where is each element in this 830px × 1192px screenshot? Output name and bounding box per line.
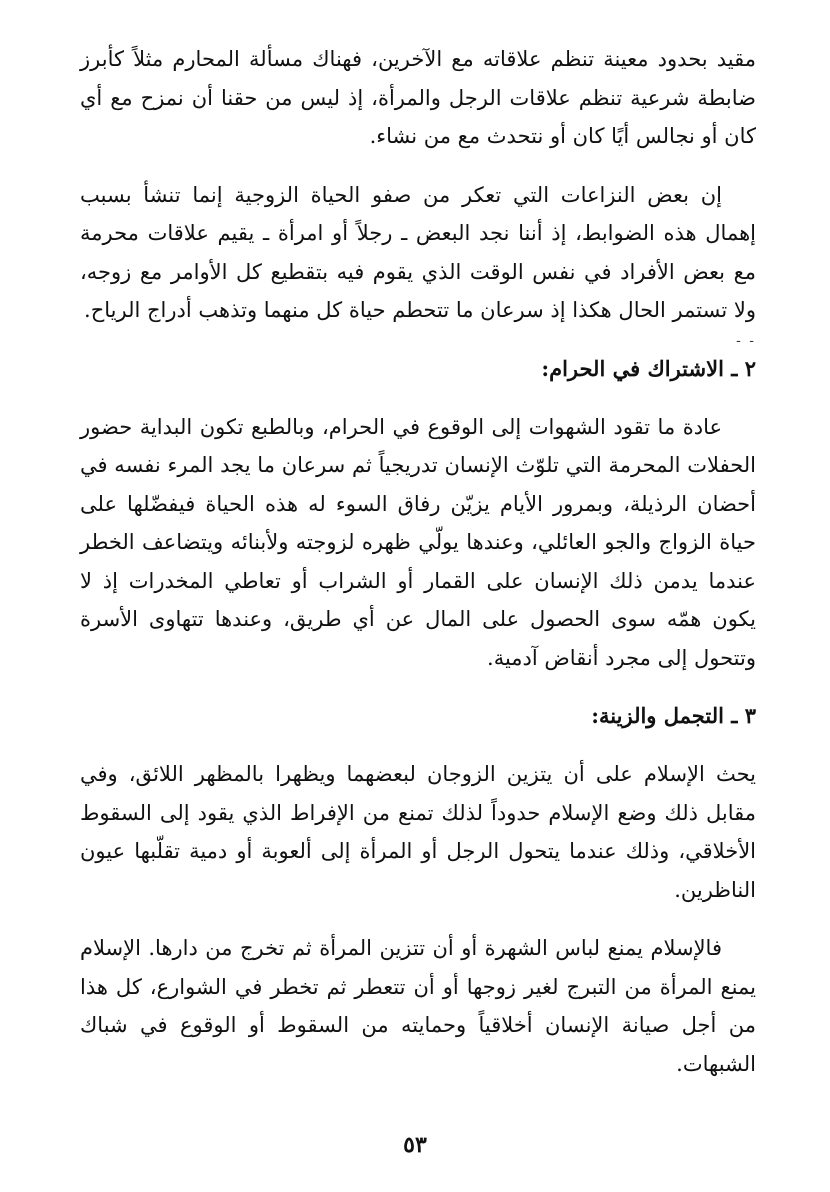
section-heading-sharing-haram: ٢ ـ الاشتراك في الحرام:	[541, 355, 756, 381]
paragraph-desires: عادة ما تقود الشهوات إلى الوقوع في الحرام، وبالطبع تكون البداية حضور الحفلات المحرمة التي تلوّث الإنسان تدريجياً ثم سرعان ما يجد المرء نفسه في أحضان الرذيلة، وبمرور الأيام يزيّن رفاق السوء له هذه الحياة فيفضّلها على حياة الزواج والجو العائلي، وعندها يولّي ظهره لزوجته ولأبنائه ويتضاعف الخطر عندما يدمن ذلك الإنسان على القمار أو الشراب أو تعاطي المخدرات إذ لا يكون همّه سوى الحصول على المال عن أي طريق، وعندها تتهاوى الأسرة وتتحول إلى مجرد أنقاض آدمية.	[80, 414, 756, 670]
paragraph-mahram: مقيد بحدود معينة تنظم علاقاته مع الآخرين، فهناك مسألة المحارم مثلاً كأبرز ضابطة شرعية تنظم علاقات الرجل والمرأة، إذ ليس من حقنا أن نمزح مع أي كان أو نجالس أيًا كان أو نتحدث مع من نشاء.	[80, 47, 756, 148]
paragraph-adornment: يحث الإسلام على أن يتزين الزوجان لبعضهما ويظهرا بالمظهر اللائق، وفي مقابل ذلك وضع الإسلام حدوداً لذلك تمنع من الإفراط الذي يقود إلى السقوط الأخلاقي، وذلك عندما يتحول الرجل أو المرأة إلى ألعوبة أو دمية تقلّبها عيون الناظرين.	[80, 762, 756, 902]
paragraph-prohibitions: فالإسلام يمنع لباس الشهرة أو أن تتزين المرأة ثم تخرج من دارها. الإسلام يمنع المرأة من التبرج لغير زوجها أو أن تتعطر ثم تخطر في الشوارع، كل هذا من أجل صيانة الإنسان أخلاقياً وحمايته من السقوط أو الوقوع في شباك الشبهات.	[80, 936, 756, 1076]
paragraph-disputes: إن بعض النزاعات التي تعكر من صفو الحياة الزوجية إنما تنشأ بسبب إهمال هذه الضوابط، إذ أننا نجد البعض ـ رجلاً أو امرأة ـ يقيم علاقات محرمة مع بعض الأفراد في نفس الوقت الذي يقوم فيه بتقطيع كل الأوامر مع زوجه، ولا تستمر الحال هكذا إذ سرعان ما تتحطم حياة كل منهما وتذهب أدراج الرياح.	[80, 182, 756, 322]
section-heading-adornment: ٣ ـ التجمل والزينة:	[591, 703, 756, 728]
page-body	[80, 40, 756, 1103]
section-ornament: - -	[736, 332, 756, 349]
page-number: ٥٣	[403, 1132, 427, 1158]
